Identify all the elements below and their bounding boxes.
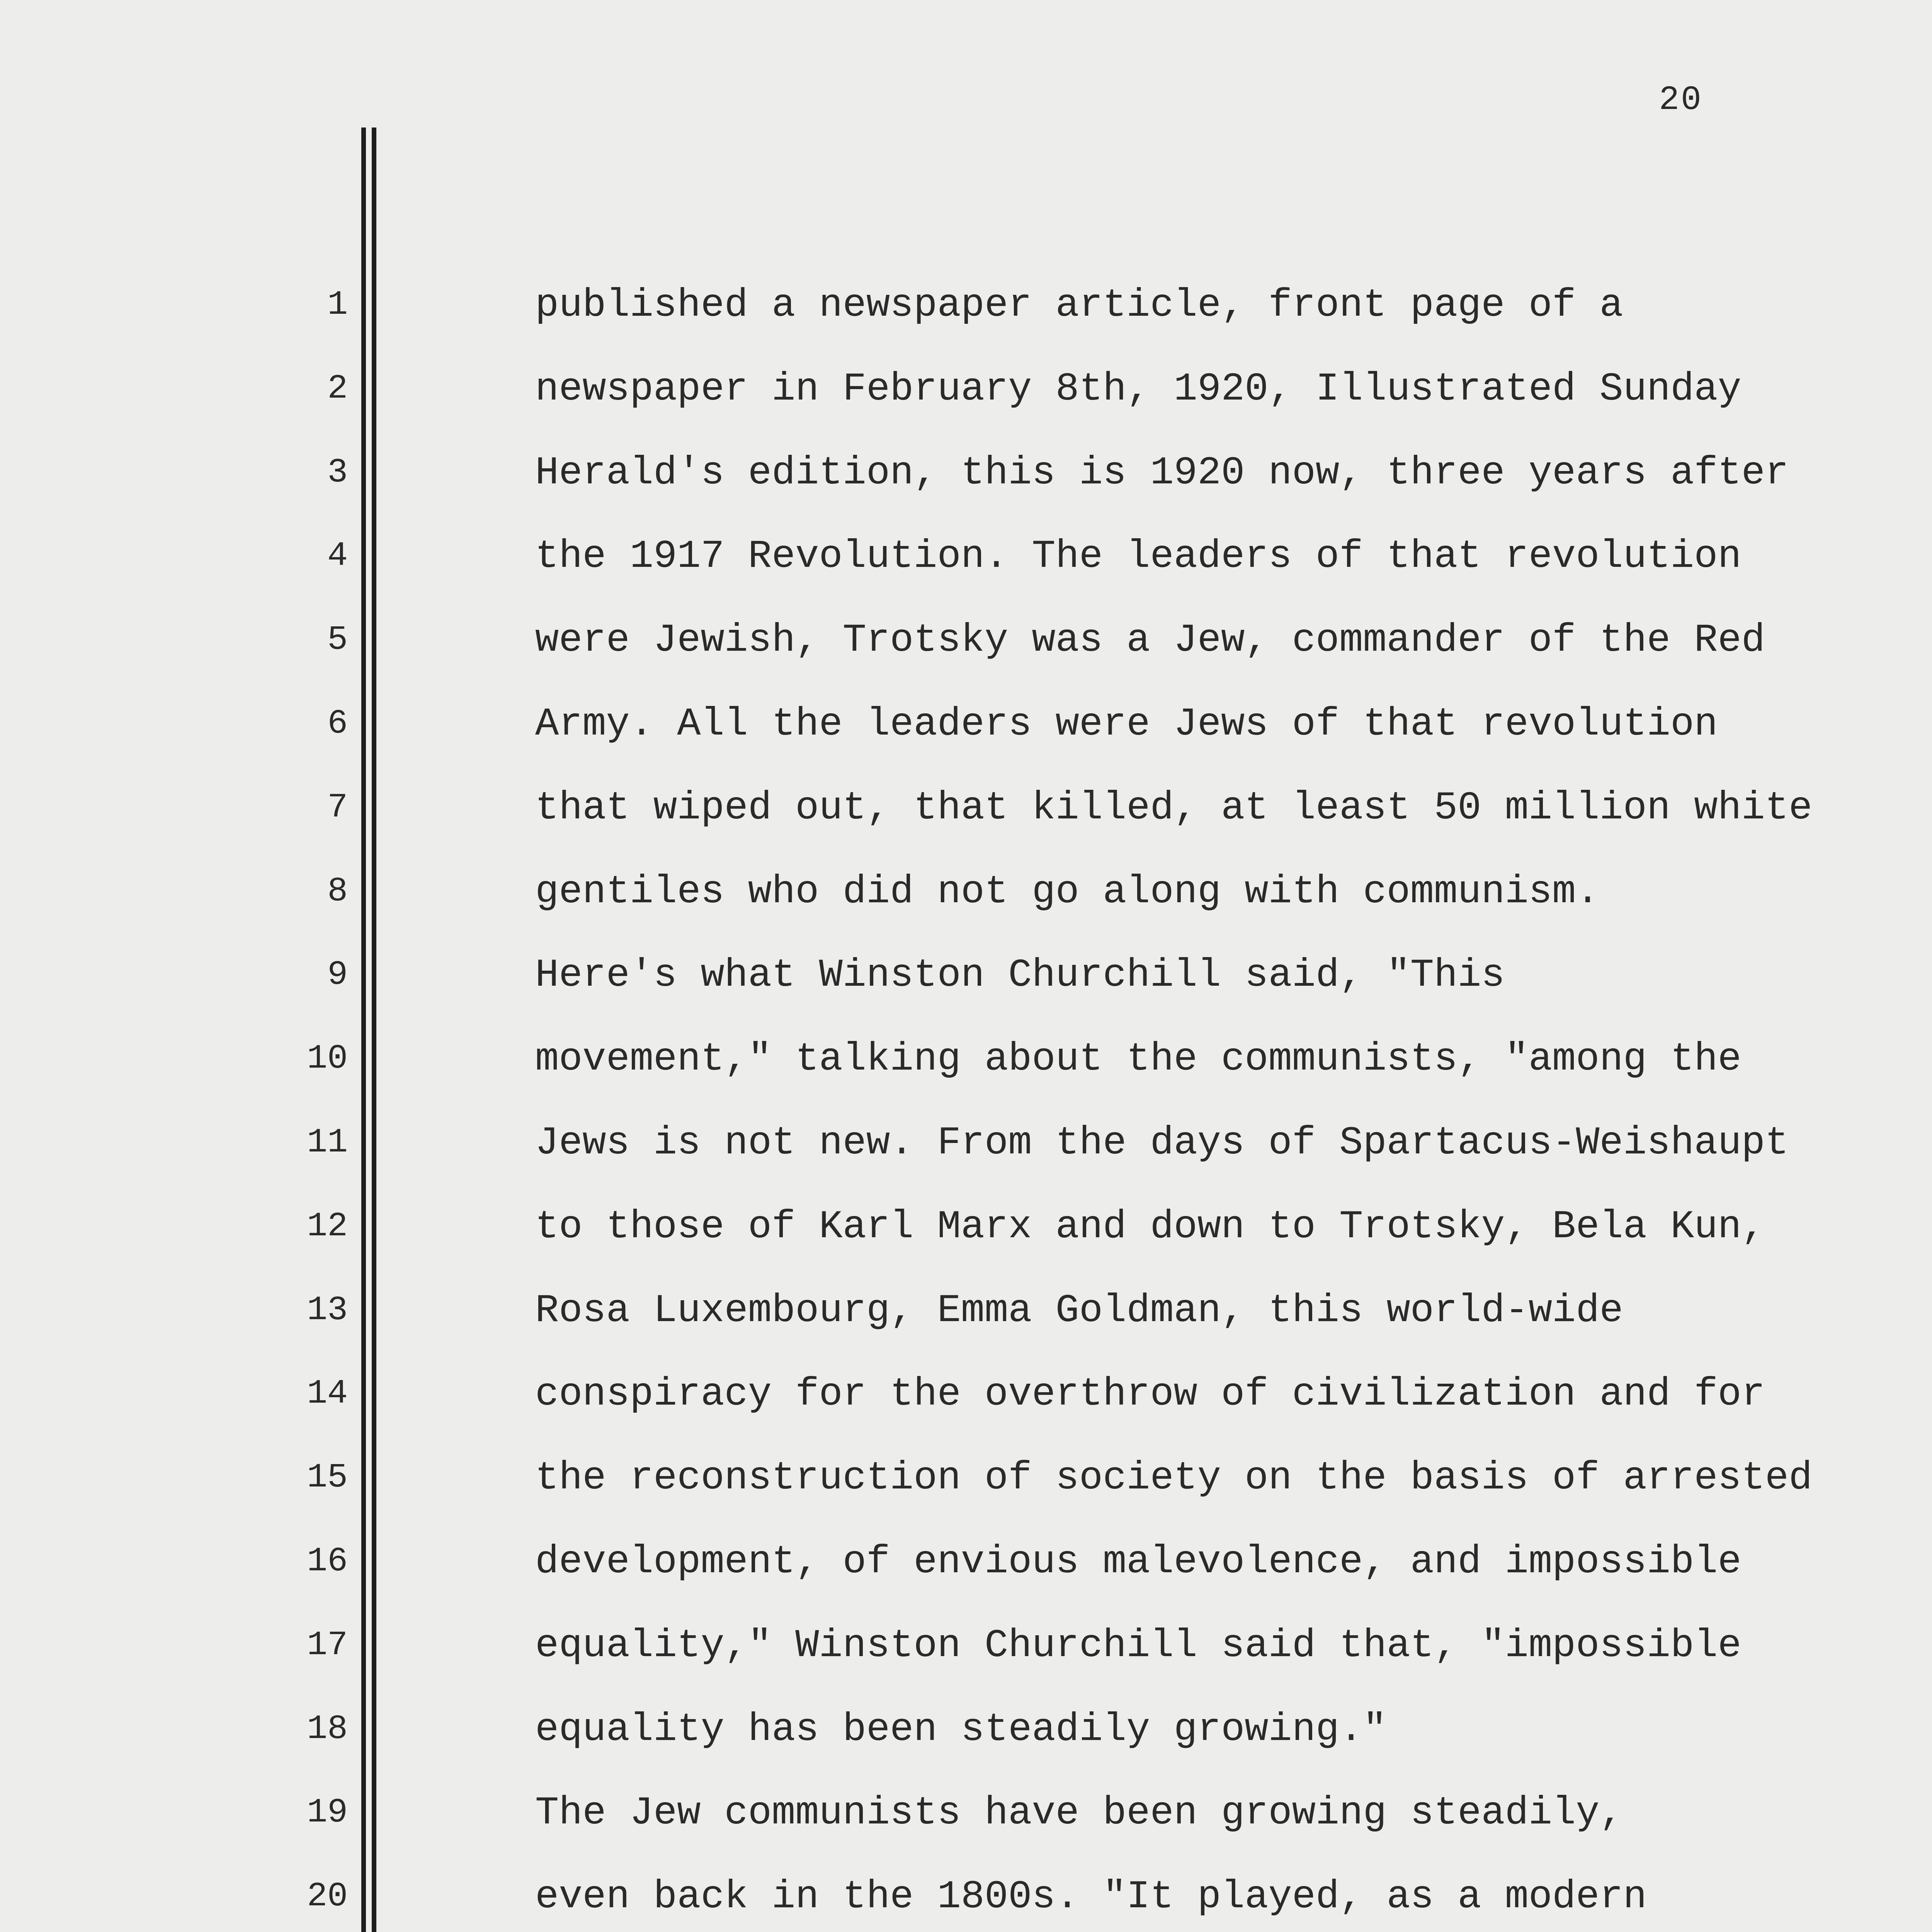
transcript-line: the reconstruction of society on the basis of arrested [535, 1456, 1813, 1501]
transcript-line: equality," Winston Churchill said that, "impossible [535, 1623, 1742, 1668]
transcript-line: equality has been steadily growing." [535, 1707, 1387, 1752]
transcript-line: development, of envious malevolence, and impossible [535, 1539, 1742, 1584]
transcript-line: Herald's edition, this is 1920 now, three years after [535, 450, 1789, 495]
transcript-line: newspaper in February 8th, 1920, Illustrated Sunday [535, 366, 1742, 412]
transcript-line: were Jewish, Trotsky was a Jew, commander of the Red [535, 618, 1765, 663]
line-number-column [232, 282, 348, 1932]
transcript-line: conspiracy for the overthrow of civilization and for [535, 1372, 1765, 1417]
line-number: 13 [307, 1291, 348, 1330]
line-number: 2 [327, 369, 348, 408]
transcript-line: Army. All the leaders were Jews of that revolution [535, 701, 1718, 747]
page-number: 20 [1659, 81, 1703, 119]
line-number: 18 [307, 1710, 348, 1748]
line-number: 10 [307, 1040, 348, 1078]
transcript-line: published a newspaper article, front page of a [535, 283, 1623, 328]
line-number: 8 [327, 872, 348, 911]
transcript-line: Here's what Winston Churchill said, "This [535, 953, 1505, 998]
transcript-line: gentiles who did not go along with communism. [535, 869, 1600, 914]
transcript-line: Jews is not new. From the days of Spartacus-Weishaupt [535, 1120, 1789, 1165]
transcript-line: to those of Karl Marx and down to Trotsky, Bela Kun, [535, 1204, 1765, 1249]
right-margin-rule [372, 128, 376, 1932]
line-number: 17 [307, 1626, 348, 1665]
line-number: 6 [327, 704, 348, 743]
line-number: 20 [307, 1878, 348, 1916]
line-number: 11 [307, 1123, 348, 1162]
line-number: 12 [307, 1207, 348, 1246]
line-number: 16 [307, 1542, 348, 1581]
line-number: 3 [327, 453, 348, 492]
line-number: 7 [327, 788, 348, 827]
line-number: 1 [327, 286, 348, 324]
transcript-line: that wiped out, that killed, at least 50 million white [535, 785, 1813, 830]
left-margin-rule [361, 128, 366, 1932]
transcript-line: Rosa Luxembourg, Emma Goldman, this world-wide [535, 1288, 1623, 1333]
line-number: 9 [327, 956, 348, 995]
line-number: 15 [307, 1459, 348, 1497]
line-number: 5 [327, 621, 348, 660]
line-number: 4 [327, 537, 348, 576]
transcript-line: even back in the 1800s. "It played, as a modern [535, 1874, 1647, 1920]
transcript-line: the 1917 Revolution. The leaders of that revolution [535, 534, 1742, 579]
transcript-line: movement," talking about the communists, "among the [535, 1037, 1742, 1082]
transcript-body [535, 280, 1841, 1932]
line-number: 19 [307, 1794, 348, 1832]
line-number: 14 [307, 1375, 348, 1413]
transcript-line: The Jew communists have been growing steadily, [535, 1791, 1623, 1836]
